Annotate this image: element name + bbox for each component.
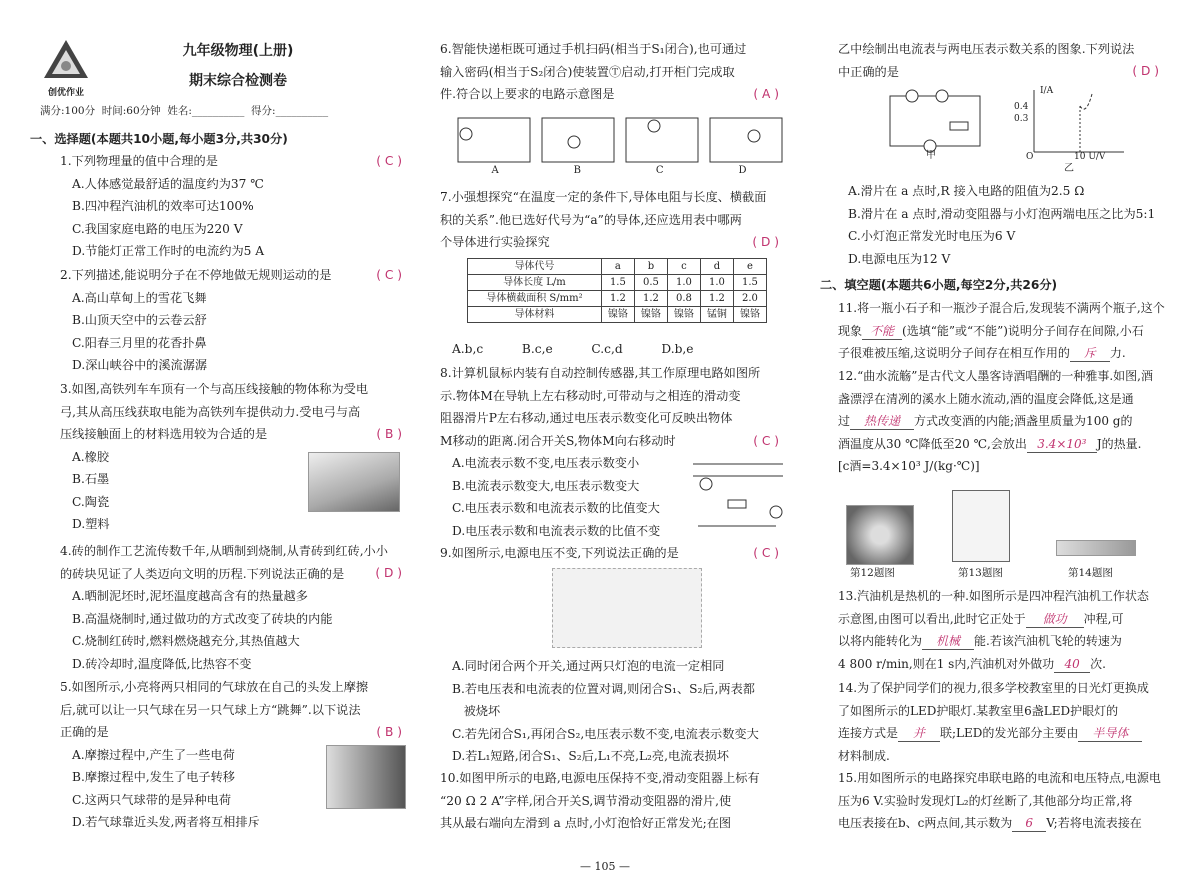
q10-yi-label: 乙 bbox=[1064, 163, 1074, 174]
q13-engine-figure bbox=[952, 490, 1010, 562]
table-row: 导体长度 L/m 1.5 0.5 1.0 1.0 1.5 bbox=[468, 275, 767, 291]
q5-option-c: C.这两只气球带的是异种电荷 bbox=[72, 792, 232, 807]
table-row: 导体代号 a b c d e bbox=[468, 259, 767, 275]
q13-text: 冲程,可 bbox=[1083, 611, 1124, 626]
q1-stem: 1.下列物理量的值中合理的是 bbox=[60, 154, 218, 168]
q13-blank-2[interactable]: 机械 bbox=[922, 633, 974, 650]
q5-answer: ( B ) bbox=[376, 725, 402, 739]
q4-option-d: D.砖冷却时,温度降低,比热容不变 bbox=[72, 656, 252, 671]
q8-option-c: C.电压表示数和电流表示数的比值变大 bbox=[452, 501, 660, 515]
q12-text: 过 bbox=[838, 414, 851, 428]
q2-stem: 2.下列描述,能说明分子在不停地做无规则运动的是 bbox=[60, 268, 332, 282]
q11-blank-1[interactable]: 不能 bbox=[862, 323, 902, 340]
q8-line: 示.物体M在导轨上左右移动时,可带动与之相连的滑动变 bbox=[440, 388, 741, 403]
q1-option-a: A.人体感觉最舒适的温度约为37 ℃ bbox=[72, 176, 264, 191]
q5-option-b: B.摩擦过程中,发生了电子转移 bbox=[72, 770, 235, 784]
q10-ylabel: I/A bbox=[1040, 86, 1054, 96]
q12-blank-2[interactable]: 3.4×10³ bbox=[1027, 436, 1097, 453]
q6-circuit-figure bbox=[454, 112, 784, 184]
q14-line: 14.为了保护同学们的视力,很多学校教室里的日光灯更换成 bbox=[838, 681, 1149, 695]
q11-text: (选填“能”或“不能”)说明分子间存在间隙,小石 bbox=[902, 323, 1144, 338]
question-2 bbox=[60, 264, 408, 377]
q11-text: 子很难被压缩,这说明分子间存在相互作用的 bbox=[838, 346, 1070, 360]
q9-option-d: D.若L₁短路,闭合S₁、S₂后,L₁不亮,L₂亮,电流表损坏 bbox=[452, 749, 729, 763]
q12-line: 盏漂浮在清冽的溪水上随水流动,酒的温度会降低,这是通 bbox=[838, 391, 1134, 406]
q11-text: 力. bbox=[1109, 346, 1126, 360]
q5-option-a: A.摩擦过程中,产生了一些电荷 bbox=[72, 747, 235, 762]
q14-text: 连接方式是 bbox=[838, 726, 899, 740]
balloon-photo bbox=[326, 745, 406, 809]
q11-line: 11.将一瓶小石子和一瓶沙子混合后,发现装不满两个瓶子,这个 bbox=[838, 301, 1165, 315]
q5-line: 5.如图所示,小亮将两只相同的气球放在自己的头发上摩擦 bbox=[60, 680, 369, 694]
q14-blank-2[interactable]: 半导体 bbox=[1078, 725, 1142, 742]
q14-blank-1[interactable]: 并 bbox=[898, 725, 940, 742]
q5-line: 正确的是 bbox=[60, 725, 109, 739]
q3-answer: ( B ) bbox=[376, 427, 402, 441]
q8-answer: ( C ) bbox=[753, 434, 779, 448]
q3-line: 压线接触面上的材料选用较为合适的是 bbox=[60, 427, 268, 441]
caption-q14: 第14题图 bbox=[1068, 567, 1113, 579]
q4-line: 4.砖的制作工艺流传数千年,从晒制到烧制,从青砖到红砖,小小 bbox=[60, 544, 388, 558]
q10-option-d: D.电源电压为12 V bbox=[848, 251, 951, 266]
q2-option-a: A.高山草甸上的雪花飞舞 bbox=[72, 290, 207, 305]
table-row: 导体材料 镍铬 镍铬 镍铬 锰铜 镍铬 bbox=[468, 307, 767, 323]
q10-origin: O bbox=[1026, 152, 1034, 162]
q10-line: “20 Ω 2 A”字样,闭合开关S,调节滑动变阻器的滑片,使 bbox=[440, 793, 732, 808]
caption-q12: 第12题图 bbox=[850, 567, 895, 579]
q10-option-a: A.滑片在 a 点时,R 接入电路的阻值为2.5 Ω bbox=[848, 184, 1085, 198]
q4-answer: ( D ) bbox=[375, 566, 402, 580]
q3-option-b: B.石墨 bbox=[72, 472, 110, 486]
q10-option-b: B.滑片在 a 点时,滑动变阻器与小灯泡两端电压之比为5:1 bbox=[848, 206, 1156, 221]
q3-option-c: C.陶瓷 bbox=[72, 494, 110, 509]
q6-fig-label-d: D bbox=[738, 165, 747, 176]
q1-answer: ( C ) bbox=[376, 154, 402, 168]
q7-line: 个导体进行实验探究 bbox=[440, 235, 550, 249]
q13-text: 能.若该汽油机飞轮的转速为 bbox=[974, 634, 1122, 648]
q8-option-b: B.电流表示数变大,电压表示数变大 bbox=[452, 478, 640, 493]
q9-stem: 9.如图所示,电源电压不变,下列说法正确的是 bbox=[440, 546, 679, 560]
column-left bbox=[30, 0, 408, 882]
q14-text: 联;LED的发光部分主要由 bbox=[940, 726, 1079, 740]
q9-answer: ( C ) bbox=[753, 546, 779, 560]
question-4 bbox=[60, 540, 408, 675]
q10-ytick: 0.4 bbox=[1014, 102, 1029, 112]
score-meta: 满分:100分 时间:60分钟 姓名:__________ 得分:__________ bbox=[40, 105, 329, 117]
question-7 bbox=[440, 186, 785, 254]
q13-text: 次. bbox=[1090, 656, 1106, 671]
q9-option-c: C.若先闭合S₁,再闭合S₂,电压表示数不变,电流表示数变大 bbox=[452, 726, 759, 741]
q5-option-d: D.若气球靠近头发,两者将互相排斥 bbox=[72, 815, 260, 829]
page-subtitle: 期末综合检测卷 bbox=[189, 73, 287, 89]
q7-options: A.b,c B.c,e C.c,d D.b,e bbox=[452, 342, 694, 356]
q10-line: 其从最右端向左滑到 a 点时,小灯泡恰好正常发光;在图 bbox=[440, 816, 732, 830]
q4-option-b: B.高温烧制时,通过做功的方式改变了砖块的内能 bbox=[72, 611, 333, 626]
page-title: 九年级物理(上册) bbox=[182, 43, 294, 59]
q9-circuit-photo bbox=[552, 568, 702, 648]
q13-text: 示意图,由图可以看出,此时它正处于 bbox=[838, 611, 1026, 626]
question-1 bbox=[60, 150, 408, 263]
q6-fig-label-c: C bbox=[655, 165, 664, 176]
q7-line: 积的关系”.他已选好代号为“a”的导体,还应选用表中哪两 bbox=[440, 212, 742, 227]
q2-option-d: D.深山峡谷中的溪流潺潺 bbox=[72, 358, 208, 372]
q12-line: [c酒=3.4×10³ J/(kg·℃)] bbox=[838, 459, 980, 473]
question-14 bbox=[838, 677, 1165, 767]
q8-line: M移动的距离.闭合开关S,物体M向右移动时 bbox=[440, 433, 676, 448]
q15-text: V;若将电流表接在 bbox=[1046, 816, 1142, 830]
column-right bbox=[820, 0, 1165, 882]
q13-text: 4 800 r/min,则在1 s内,汽油机对外做功 bbox=[838, 656, 1055, 671]
q10-option-c: C.小灯泡正常发光时电压为6 V bbox=[848, 229, 1016, 243]
q3-line: 3.如图,高铁列车车顶有一个与高压线接触的物体称为受电 bbox=[60, 382, 369, 396]
question-13 bbox=[838, 585, 1165, 675]
q10-answer: ( D ) bbox=[1132, 64, 1159, 78]
q4-option-a: A.晒制泥坯时,泥坯温度越高含有的热量越多 bbox=[72, 589, 308, 603]
q12-line: 12.“曲水流觞”是古代文人墨客诗酒唱酬的一种雅事.如图,酒 bbox=[838, 369, 1153, 383]
q10-line: 10.如图甲所示的电路,电源电压保持不变,滑动变阻器上标有 bbox=[440, 771, 760, 785]
q14-led-lamp bbox=[1056, 540, 1136, 556]
q8-option-a: A.电流表示数不变,电压表示数变小 bbox=[452, 456, 640, 470]
q1-option-d: D.节能灯正常工作时的电流约为5 A bbox=[72, 244, 265, 258]
q8-option-d: D.电压表示数和电流表示数的比值不变 bbox=[452, 523, 661, 538]
q12-text: 酒温度从30 ℃降低至20 ℃,会放出 bbox=[838, 436, 1027, 451]
q11-text: 现象 bbox=[838, 323, 863, 338]
q8-circuit-figure bbox=[688, 456, 788, 532]
q7-answer: ( D ) bbox=[752, 235, 779, 249]
q9-option-b: B.若电压表和电流表的位置对调,则闭合S₁、S₂后,两表都 bbox=[452, 681, 755, 696]
page-number: — 105 — bbox=[580, 860, 630, 873]
q13-text: 以将内能转化为 bbox=[838, 634, 923, 648]
q10-circuit-jia bbox=[880, 86, 990, 166]
q1-option-c: C.我国家庭电路的电压为220 V bbox=[72, 221, 243, 236]
q2-option-c: C.阳春三月里的花香扑鼻 bbox=[72, 335, 207, 350]
q6-line: 件.符合以上要求的电路示意图是 bbox=[440, 87, 615, 101]
question-10-cont bbox=[838, 38, 1165, 83]
q7-table bbox=[467, 258, 767, 323]
question-6 bbox=[440, 38, 785, 106]
q14-line: 了如图所示的LED护眼灯.某教室里6盏LED护眼灯的 bbox=[838, 703, 1119, 718]
q11-blank-2[interactable]: 斥 bbox=[1070, 345, 1110, 362]
q2-option-b: B.山顶天空中的云卷云舒 bbox=[72, 313, 207, 327]
q7-line: 7.小强想探究“在温度一定的条件下,导体电阻与长度、横截面 bbox=[440, 190, 767, 204]
q1-option-b: B.四冲程汽油机的效率可达100% bbox=[72, 199, 254, 213]
question-15 bbox=[838, 767, 1165, 835]
section-choice: 一、选择题(本题共10小题,每小题3分,共30分) bbox=[30, 132, 288, 146]
question-12 bbox=[838, 365, 1165, 478]
q13-line: 13.汽油机是热机的一种.如图所示是四冲程汽油机工作状态 bbox=[838, 589, 1149, 603]
q6-fig-label-b: B bbox=[573, 165, 581, 176]
q8-line: 阻器滑片P左右移动,通过电压表示数变化可反映出物体 bbox=[440, 411, 733, 425]
q6-line: 6.智能快递柜既可通过手机扫码(相当于S₁闭合),也可通过 bbox=[440, 42, 747, 56]
logo bbox=[42, 38, 90, 98]
q10-line: 乙中绘制出电流表与两电压表示数关系的图象.下列说法 bbox=[838, 42, 1135, 56]
q2-answer: ( C ) bbox=[376, 268, 402, 282]
q10-jia-label: 甲 bbox=[926, 150, 936, 161]
q10-line: 中正确的是 bbox=[838, 64, 899, 79]
question-9-options bbox=[440, 655, 785, 768]
q12-text: J的热量. bbox=[1096, 436, 1142, 451]
section-fill: 二、填空题(本题共6小题,每空2分,共26分) bbox=[820, 278, 1058, 292]
question-10-options bbox=[838, 180, 1165, 270]
q8-line: 8.计算机鼠标内装有自动控制传感器,其工作原理电路如图所 bbox=[440, 366, 761, 380]
q15-line: 15.用如图所示的电路探究串联电路的电流和电压特点,电源电 bbox=[838, 771, 1161, 785]
pantograph-photo bbox=[308, 452, 400, 512]
question-9 bbox=[440, 542, 785, 565]
q3-option-d: D.塑料 bbox=[72, 517, 110, 531]
q15-text: 电压表接在b、c两点间,其示数为 bbox=[838, 816, 1013, 830]
caption-q13: 第13题图 bbox=[958, 567, 1003, 579]
q6-line: 输入密码(相当于S₂闭合)使装置Ⓣ启动,打开柜门完成取 bbox=[440, 64, 735, 79]
q9-option-a: A.同时闭合两个开关,通过两只灯泡的电流一定相同 bbox=[452, 659, 725, 673]
q5-line: 后,就可以让一只气球在另一只气球上方“跳舞”.以下说法 bbox=[60, 702, 361, 717]
q4-line: 的砖块见证了人类迈向文明的历程.下列说法正确的是 bbox=[60, 566, 345, 581]
q15-blank-1[interactable]: 6 bbox=[1012, 815, 1046, 832]
question-11 bbox=[838, 297, 1165, 365]
table-row: 导体横截面积 S/mm² 1.2 1.2 0.8 1.2 2.0 bbox=[468, 291, 767, 307]
q15-line: 压为6 V.实验时发现灯L₂的灯丝断了,其他部分均正常,将 bbox=[838, 793, 1133, 808]
q10-xlabel: 10 U/V bbox=[1074, 152, 1106, 162]
q12-blank-1[interactable]: 热传递 bbox=[850, 413, 914, 430]
q3-option-a: A.橡胶 bbox=[72, 449, 110, 464]
q6-answer: ( A ) bbox=[753, 87, 779, 101]
q3-line: 弓,其从高压线获取电能为高铁列车提供动力.受电弓与高 bbox=[60, 404, 361, 419]
q13-blank-3[interactable]: 40 bbox=[1054, 656, 1090, 673]
q12-photo bbox=[846, 505, 914, 565]
q10-graph-yi bbox=[1014, 86, 1130, 174]
logo-text: 创优作业 bbox=[47, 87, 84, 98]
question-10 bbox=[440, 767, 785, 835]
column-middle bbox=[440, 0, 808, 882]
q12-text: 方式改变酒的内能;酒盏里质量为100 g的 bbox=[914, 414, 1133, 428]
q6-fig-label-a: A bbox=[491, 165, 499, 176]
q9-option-b-cont: 被烧坏 bbox=[452, 704, 501, 718]
q13-blank-1[interactable]: 做功 bbox=[1026, 611, 1084, 628]
q10-ytick: 0.3 bbox=[1014, 114, 1029, 124]
q14-line: 材料制成. bbox=[838, 748, 890, 763]
q4-option-c: C.烧制红砖时,燃料燃烧越充分,其热值越大 bbox=[72, 634, 300, 648]
